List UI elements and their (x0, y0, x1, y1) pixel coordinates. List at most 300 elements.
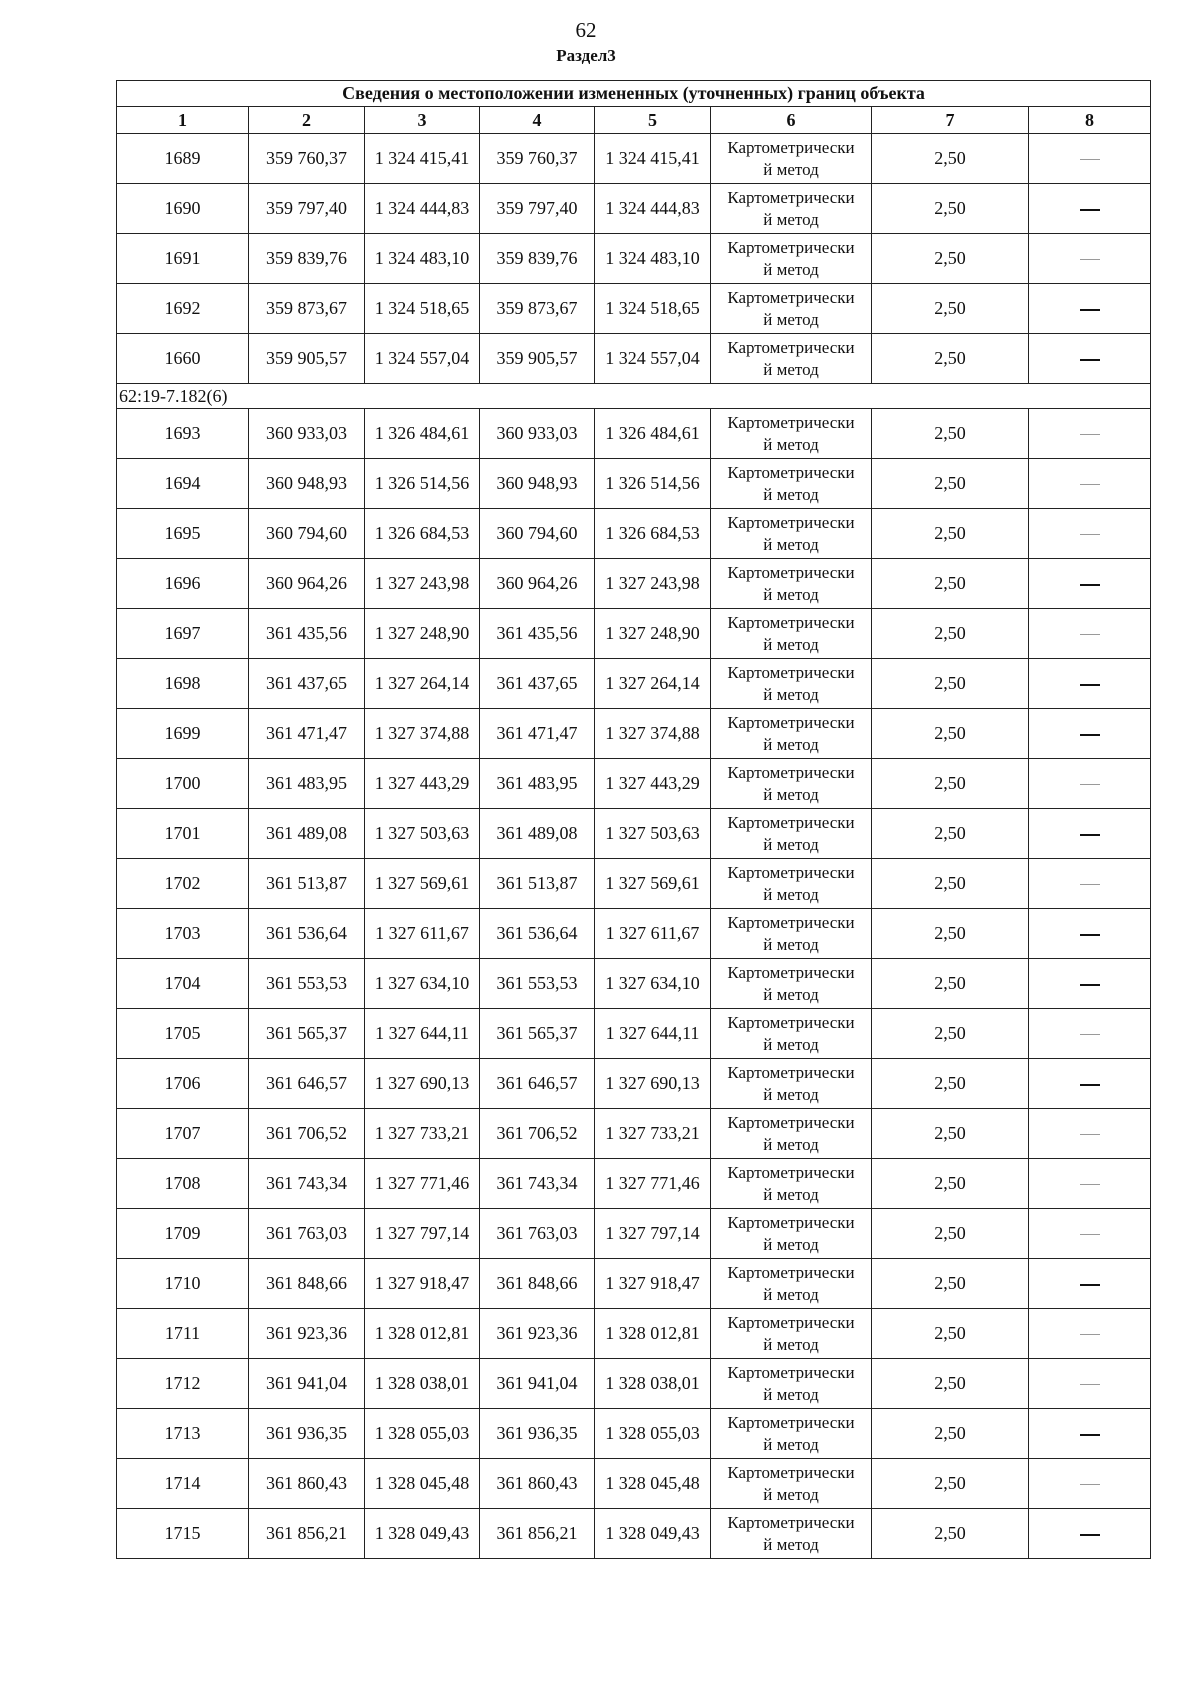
cadastral-group-label: 62:19-7.182(6) (117, 384, 1151, 409)
y-new-cell: 1 327 503,63 (595, 809, 711, 859)
method-line: Картометрически (727, 912, 855, 932)
description-cell (1029, 859, 1151, 909)
y-new-cell: 1 326 684,53 (595, 509, 711, 559)
y-old-cell: 1 327 690,13 (365, 1059, 480, 1109)
table-row (117, 184, 1151, 234)
description-cell (1029, 609, 1151, 659)
method-line: Картометрически (727, 812, 855, 832)
y-new-cell: 1 327 243,98 (595, 559, 711, 609)
x-new-cell: 359 873,67 (480, 284, 595, 334)
description-cell (1029, 134, 1151, 184)
y-new-cell: 1 328 012,81 (595, 1309, 711, 1359)
method-line: Картометрически (727, 187, 855, 207)
x-old-cell: 359 839,76 (249, 234, 365, 284)
point-number-cell: 1712 (117, 1359, 249, 1409)
method-line: Картометрически (727, 1162, 855, 1182)
column-header: 4 (480, 107, 595, 134)
description-cell (1029, 909, 1151, 959)
method-cell (711, 1359, 872, 1409)
method-cell (711, 609, 872, 659)
table-row (117, 1259, 1151, 1309)
description-cell (1029, 709, 1151, 759)
method-line: Картометрически (727, 1512, 855, 1532)
method-cell (711, 409, 872, 459)
x-old-cell: 360 933,03 (249, 409, 365, 459)
accuracy-cell: 2,50 (872, 1059, 1029, 1109)
x-new-cell: 360 794,60 (480, 509, 595, 559)
x-new-cell: 361 435,56 (480, 609, 595, 659)
description-cell (1029, 1409, 1151, 1459)
method-line: Картометрически (727, 137, 855, 157)
method-line: й метод (763, 534, 819, 554)
table-row (117, 1509, 1151, 1559)
x-old-cell: 361 856,21 (249, 1509, 365, 1559)
accuracy-cell: 2,50 (872, 409, 1029, 459)
dash-mark (1080, 734, 1100, 736)
accuracy-cell: 2,50 (872, 559, 1029, 609)
method-line: Картометрически (727, 412, 855, 432)
y-old-cell: 1 328 045,48 (365, 1459, 480, 1509)
method-line: й метод (763, 634, 819, 654)
accuracy-cell: 2,50 (872, 1109, 1029, 1159)
method-line: Картометрически (727, 662, 855, 682)
method-cell (711, 1009, 872, 1059)
method-line: й метод (763, 434, 819, 454)
table-row (117, 509, 1151, 559)
y-old-cell: 1 327 797,14 (365, 1209, 480, 1259)
description-cell (1029, 409, 1151, 459)
y-new-cell: 1 327 771,46 (595, 1159, 711, 1209)
x-new-cell: 361 706,52 (480, 1109, 595, 1159)
description-cell (1029, 1009, 1151, 1059)
accuracy-cell: 2,50 (872, 1259, 1029, 1309)
accuracy-cell: 2,50 (872, 959, 1029, 1009)
description-cell (1029, 809, 1151, 859)
x-new-cell: 361 860,43 (480, 1459, 595, 1509)
accuracy-cell: 2,50 (872, 659, 1029, 709)
point-number-cell: 1695 (117, 509, 249, 559)
y-old-cell: 1 324 557,04 (365, 334, 480, 384)
description-cell (1029, 1459, 1151, 1509)
x-new-cell: 361 553,53 (480, 959, 595, 1009)
method-cell (711, 509, 872, 559)
accuracy-cell: 2,50 (872, 759, 1029, 809)
description-cell (1029, 234, 1151, 284)
x-old-cell: 361 848,66 (249, 1259, 365, 1309)
method-line: й метод (763, 209, 819, 229)
y-old-cell: 1 327 771,46 (365, 1159, 480, 1209)
point-number-cell: 1710 (117, 1259, 249, 1309)
y-new-cell: 1 327 634,10 (595, 959, 711, 1009)
method-line: Картометрически (727, 287, 855, 307)
description-cell (1029, 1109, 1151, 1159)
y-old-cell: 1 327 443,29 (365, 759, 480, 809)
x-new-cell: 359 905,57 (480, 334, 595, 384)
accuracy-cell: 2,50 (872, 809, 1029, 859)
x-new-cell: 361 471,47 (480, 709, 595, 759)
method-cell (711, 284, 872, 334)
dash-mark (1080, 434, 1100, 435)
description-cell (1029, 1209, 1151, 1259)
x-old-cell: 361 706,52 (249, 1109, 365, 1159)
method-line: Картометрически (727, 1112, 855, 1132)
table-row (117, 759, 1151, 809)
point-number-cell: 1690 (117, 184, 249, 234)
description-cell (1029, 1259, 1151, 1309)
method-cell (711, 1209, 872, 1259)
table-row (117, 1459, 1151, 1509)
column-header: 1 (117, 107, 249, 134)
x-new-cell: 361 848,66 (480, 1259, 595, 1309)
method-line: й метод (763, 1134, 819, 1154)
method-line: Картометрически (727, 512, 855, 532)
x-new-cell: 361 536,64 (480, 909, 595, 959)
y-old-cell: 1 328 049,43 (365, 1509, 480, 1559)
accuracy-cell: 2,50 (872, 1509, 1029, 1559)
accuracy-cell: 2,50 (872, 284, 1029, 334)
description-cell (1029, 184, 1151, 234)
accuracy-cell: 2,50 (872, 609, 1029, 659)
column-header-row (117, 107, 1151, 134)
method-line: й метод (763, 159, 819, 179)
y-old-cell: 1 327 248,90 (365, 609, 480, 659)
dash-mark (1080, 1134, 1100, 1135)
accuracy-cell: 2,50 (872, 509, 1029, 559)
accuracy-cell: 2,50 (872, 234, 1029, 284)
description-cell (1029, 284, 1151, 334)
y-old-cell: 1 324 518,65 (365, 284, 480, 334)
y-new-cell: 1 327 264,14 (595, 659, 711, 709)
method-cell (711, 459, 872, 509)
method-cell (711, 234, 872, 284)
method-line: Картометрически (727, 237, 855, 257)
x-old-cell: 361 565,37 (249, 1009, 365, 1059)
point-number-cell: 1704 (117, 959, 249, 1009)
dash-mark (1080, 1034, 1100, 1035)
y-new-cell: 1 326 514,56 (595, 459, 711, 509)
y-new-cell: 1 326 484,61 (595, 409, 711, 459)
table-row (117, 1059, 1151, 1109)
accuracy-cell: 2,50 (872, 709, 1029, 759)
method-line: й метод (763, 1384, 819, 1404)
accuracy-cell: 2,50 (872, 859, 1029, 909)
method-cell (711, 1509, 872, 1559)
method-line: Картометрически (727, 712, 855, 732)
method-line: й метод (763, 1084, 819, 1104)
method-line: й метод (763, 834, 819, 854)
column-header: 5 (595, 107, 711, 134)
method-line: Картометрически (727, 1312, 855, 1332)
method-line: Картометрически (727, 862, 855, 882)
method-line: Картометрически (727, 1412, 855, 1432)
y-new-cell: 1 327 611,67 (595, 909, 711, 959)
y-old-cell: 1 328 055,03 (365, 1409, 480, 1459)
dash-mark (1080, 209, 1100, 211)
method-line: й метод (763, 984, 819, 1004)
dash-mark (1080, 1384, 1100, 1385)
y-old-cell: 1 326 484,61 (365, 409, 480, 459)
x-old-cell: 361 936,35 (249, 1409, 365, 1459)
x-new-cell: 359 797,40 (480, 184, 595, 234)
accuracy-cell: 2,50 (872, 1409, 1029, 1459)
y-new-cell: 1 327 644,11 (595, 1009, 711, 1059)
y-new-cell: 1 327 918,47 (595, 1259, 711, 1309)
x-old-cell: 360 964,26 (249, 559, 365, 609)
y-new-cell: 1 324 483,10 (595, 234, 711, 284)
dash-mark (1080, 1484, 1100, 1485)
table-row (117, 1009, 1151, 1059)
description-cell (1029, 1359, 1151, 1409)
method-cell (711, 559, 872, 609)
dash-mark (1080, 359, 1100, 361)
dash-mark (1080, 784, 1100, 785)
boundary-table (116, 80, 1151, 1559)
x-new-cell: 361 763,03 (480, 1209, 595, 1259)
description-cell (1029, 459, 1151, 509)
method-line: Картометрически (727, 1212, 855, 1232)
y-old-cell: 1 328 038,01 (365, 1359, 480, 1409)
y-new-cell: 1 327 374,88 (595, 709, 711, 759)
table-row (117, 609, 1151, 659)
method-cell (711, 659, 872, 709)
x-new-cell: 361 743,34 (480, 1159, 595, 1209)
x-new-cell: 359 839,76 (480, 234, 595, 284)
description-cell (1029, 1509, 1151, 1559)
method-line: й метод (763, 259, 819, 279)
method-line: й метод (763, 1534, 819, 1554)
method-line: Картометрически (727, 462, 855, 482)
x-old-cell: 360 794,60 (249, 509, 365, 559)
x-new-cell: 361 856,21 (480, 1509, 595, 1559)
accuracy-cell: 2,50 (872, 134, 1029, 184)
x-old-cell: 361 923,36 (249, 1309, 365, 1359)
method-line: Картометрически (727, 337, 855, 357)
description-cell (1029, 1159, 1151, 1209)
method-cell (711, 1159, 872, 1209)
x-old-cell: 361 513,87 (249, 859, 365, 909)
accuracy-cell: 2,50 (872, 459, 1029, 509)
y-new-cell: 1 324 444,83 (595, 184, 711, 234)
accuracy-cell: 2,50 (872, 334, 1029, 384)
description-cell (1029, 959, 1151, 1009)
dash-mark (1080, 884, 1100, 885)
dash-mark (1080, 159, 1100, 160)
table-row (117, 459, 1151, 509)
method-line: й метод (763, 934, 819, 954)
method-line: й метод (763, 1184, 819, 1204)
point-number-cell: 1700 (117, 759, 249, 809)
description-cell (1029, 1309, 1151, 1359)
method-cell (711, 1459, 872, 1509)
x-old-cell: 361 437,65 (249, 659, 365, 709)
x-old-cell: 361 941,04 (249, 1359, 365, 1409)
accuracy-cell: 2,50 (872, 1159, 1029, 1209)
method-cell (711, 1409, 872, 1459)
point-number-cell: 1698 (117, 659, 249, 709)
description-cell (1029, 759, 1151, 809)
dash-mark (1080, 309, 1100, 311)
x-new-cell: 361 483,95 (480, 759, 595, 809)
x-old-cell: 361 483,95 (249, 759, 365, 809)
y-new-cell: 1 327 733,21 (595, 1109, 711, 1159)
point-number-cell: 1692 (117, 284, 249, 334)
x-new-cell: 360 948,93 (480, 459, 595, 509)
column-header: 8 (1029, 107, 1151, 134)
method-line: й метод (763, 359, 819, 379)
method-line: Картометрически (727, 762, 855, 782)
dash-mark (1080, 1084, 1100, 1086)
method-line: й метод (763, 309, 819, 329)
y-old-cell: 1 327 733,21 (365, 1109, 480, 1159)
group-header-row (117, 384, 1151, 409)
method-line: Картометрически (727, 1462, 855, 1482)
method-line: й метод (763, 684, 819, 704)
method-line: Картометрически (727, 562, 855, 582)
point-number-cell: 1660 (117, 334, 249, 384)
method-line: Картометрически (727, 612, 855, 632)
x-old-cell: 359 873,67 (249, 284, 365, 334)
point-number-cell: 1711 (117, 1309, 249, 1359)
table-row (117, 1209, 1151, 1259)
y-old-cell: 1 327 264,14 (365, 659, 480, 709)
dash-mark (1080, 634, 1100, 635)
dash-mark (1080, 984, 1100, 986)
point-number-cell: 1706 (117, 1059, 249, 1109)
x-old-cell: 361 435,56 (249, 609, 365, 659)
accuracy-cell: 2,50 (872, 1209, 1029, 1259)
y-old-cell: 1 327 374,88 (365, 709, 480, 759)
point-number-cell: 1694 (117, 459, 249, 509)
table-row (117, 1109, 1151, 1159)
y-old-cell: 1 326 684,53 (365, 509, 480, 559)
x-new-cell: 360 933,03 (480, 409, 595, 459)
x-old-cell: 361 489,08 (249, 809, 365, 859)
y-new-cell: 1 328 049,43 (595, 1509, 711, 1559)
method-line: й метод (763, 1284, 819, 1304)
page-number: 62 (575, 18, 597, 42)
dash-mark (1080, 259, 1100, 260)
method-cell (711, 184, 872, 234)
table-row (117, 559, 1151, 609)
method-line: й метод (763, 1034, 819, 1054)
accuracy-cell: 2,50 (872, 1459, 1029, 1509)
method-cell (711, 1309, 872, 1359)
point-number-cell: 1715 (117, 1509, 249, 1559)
description-cell (1029, 559, 1151, 609)
method-line: й метод (763, 884, 819, 904)
method-cell (711, 859, 872, 909)
method-line: й метод (763, 1334, 819, 1354)
section-title: Раздел3 (556, 46, 616, 65)
dash-mark (1080, 1434, 1100, 1436)
y-new-cell: 1 324 557,04 (595, 334, 711, 384)
x-new-cell: 359 760,37 (480, 134, 595, 184)
point-number-cell: 1703 (117, 909, 249, 959)
table-row (117, 809, 1151, 859)
column-header: 3 (365, 107, 480, 134)
method-line: й метод (763, 784, 819, 804)
table-row (117, 1159, 1151, 1209)
x-new-cell: 361 489,08 (480, 809, 595, 859)
method-cell (711, 909, 872, 959)
y-old-cell: 1 327 243,98 (365, 559, 480, 609)
x-old-cell: 361 553,53 (249, 959, 365, 1009)
dash-mark (1080, 1534, 1100, 1536)
method-line: й метод (763, 584, 819, 604)
method-line: Картометрически (727, 1012, 855, 1032)
y-old-cell: 1 324 415,41 (365, 134, 480, 184)
method-line: й метод (763, 1234, 819, 1254)
point-number-cell: 1689 (117, 134, 249, 184)
description-cell (1029, 509, 1151, 559)
y-new-cell: 1 327 569,61 (595, 859, 711, 909)
method-cell (711, 759, 872, 809)
y-new-cell: 1 327 248,90 (595, 609, 711, 659)
x-new-cell: 361 513,87 (480, 859, 595, 909)
dash-mark (1080, 1334, 1100, 1335)
point-number-cell: 1714 (117, 1459, 249, 1509)
table-row (117, 1309, 1151, 1359)
dash-mark (1080, 1234, 1100, 1235)
method-cell (711, 1109, 872, 1159)
x-old-cell: 361 536,64 (249, 909, 365, 959)
table-row (117, 334, 1151, 384)
y-new-cell: 1 327 690,13 (595, 1059, 711, 1109)
method-cell (711, 709, 872, 759)
method-line: Картометрически (727, 1362, 855, 1382)
table-row (117, 859, 1151, 909)
x-new-cell: 360 964,26 (480, 559, 595, 609)
method-cell (711, 1059, 872, 1109)
column-header: 6 (711, 107, 872, 134)
point-number-cell: 1693 (117, 409, 249, 459)
description-cell (1029, 1059, 1151, 1109)
method-line: Картометрически (727, 1262, 855, 1282)
accuracy-cell: 2,50 (872, 1359, 1029, 1409)
table-row (117, 284, 1151, 334)
y-old-cell: 1 327 918,47 (365, 1259, 480, 1309)
method-line: й метод (763, 1484, 819, 1504)
x-old-cell: 359 797,40 (249, 184, 365, 234)
method-line: Картометрически (727, 962, 855, 982)
table-row (117, 659, 1151, 709)
accuracy-cell: 2,50 (872, 1309, 1029, 1359)
table-row (117, 409, 1151, 459)
x-old-cell: 361 743,34 (249, 1159, 365, 1209)
y-old-cell: 1 327 611,67 (365, 909, 480, 959)
accuracy-cell: 2,50 (872, 184, 1029, 234)
method-cell (711, 334, 872, 384)
dash-mark (1080, 1184, 1100, 1185)
method-line: й метод (763, 1434, 819, 1454)
x-old-cell: 359 905,57 (249, 334, 365, 384)
description-cell (1029, 659, 1151, 709)
dash-mark (1080, 484, 1100, 485)
point-number-cell: 1705 (117, 1009, 249, 1059)
point-number-cell: 1701 (117, 809, 249, 859)
x-new-cell: 361 941,04 (480, 1359, 595, 1409)
table-row (117, 134, 1151, 184)
accuracy-cell: 2,50 (872, 909, 1029, 959)
method-cell (711, 959, 872, 1009)
y-new-cell: 1 328 055,03 (595, 1409, 711, 1459)
y-old-cell: 1 328 012,81 (365, 1309, 480, 1359)
y-old-cell: 1 324 444,83 (365, 184, 480, 234)
table-row (117, 909, 1151, 959)
column-header: 2 (249, 107, 365, 134)
y-new-cell: 1 324 415,41 (595, 134, 711, 184)
point-number-cell: 1713 (117, 1409, 249, 1459)
